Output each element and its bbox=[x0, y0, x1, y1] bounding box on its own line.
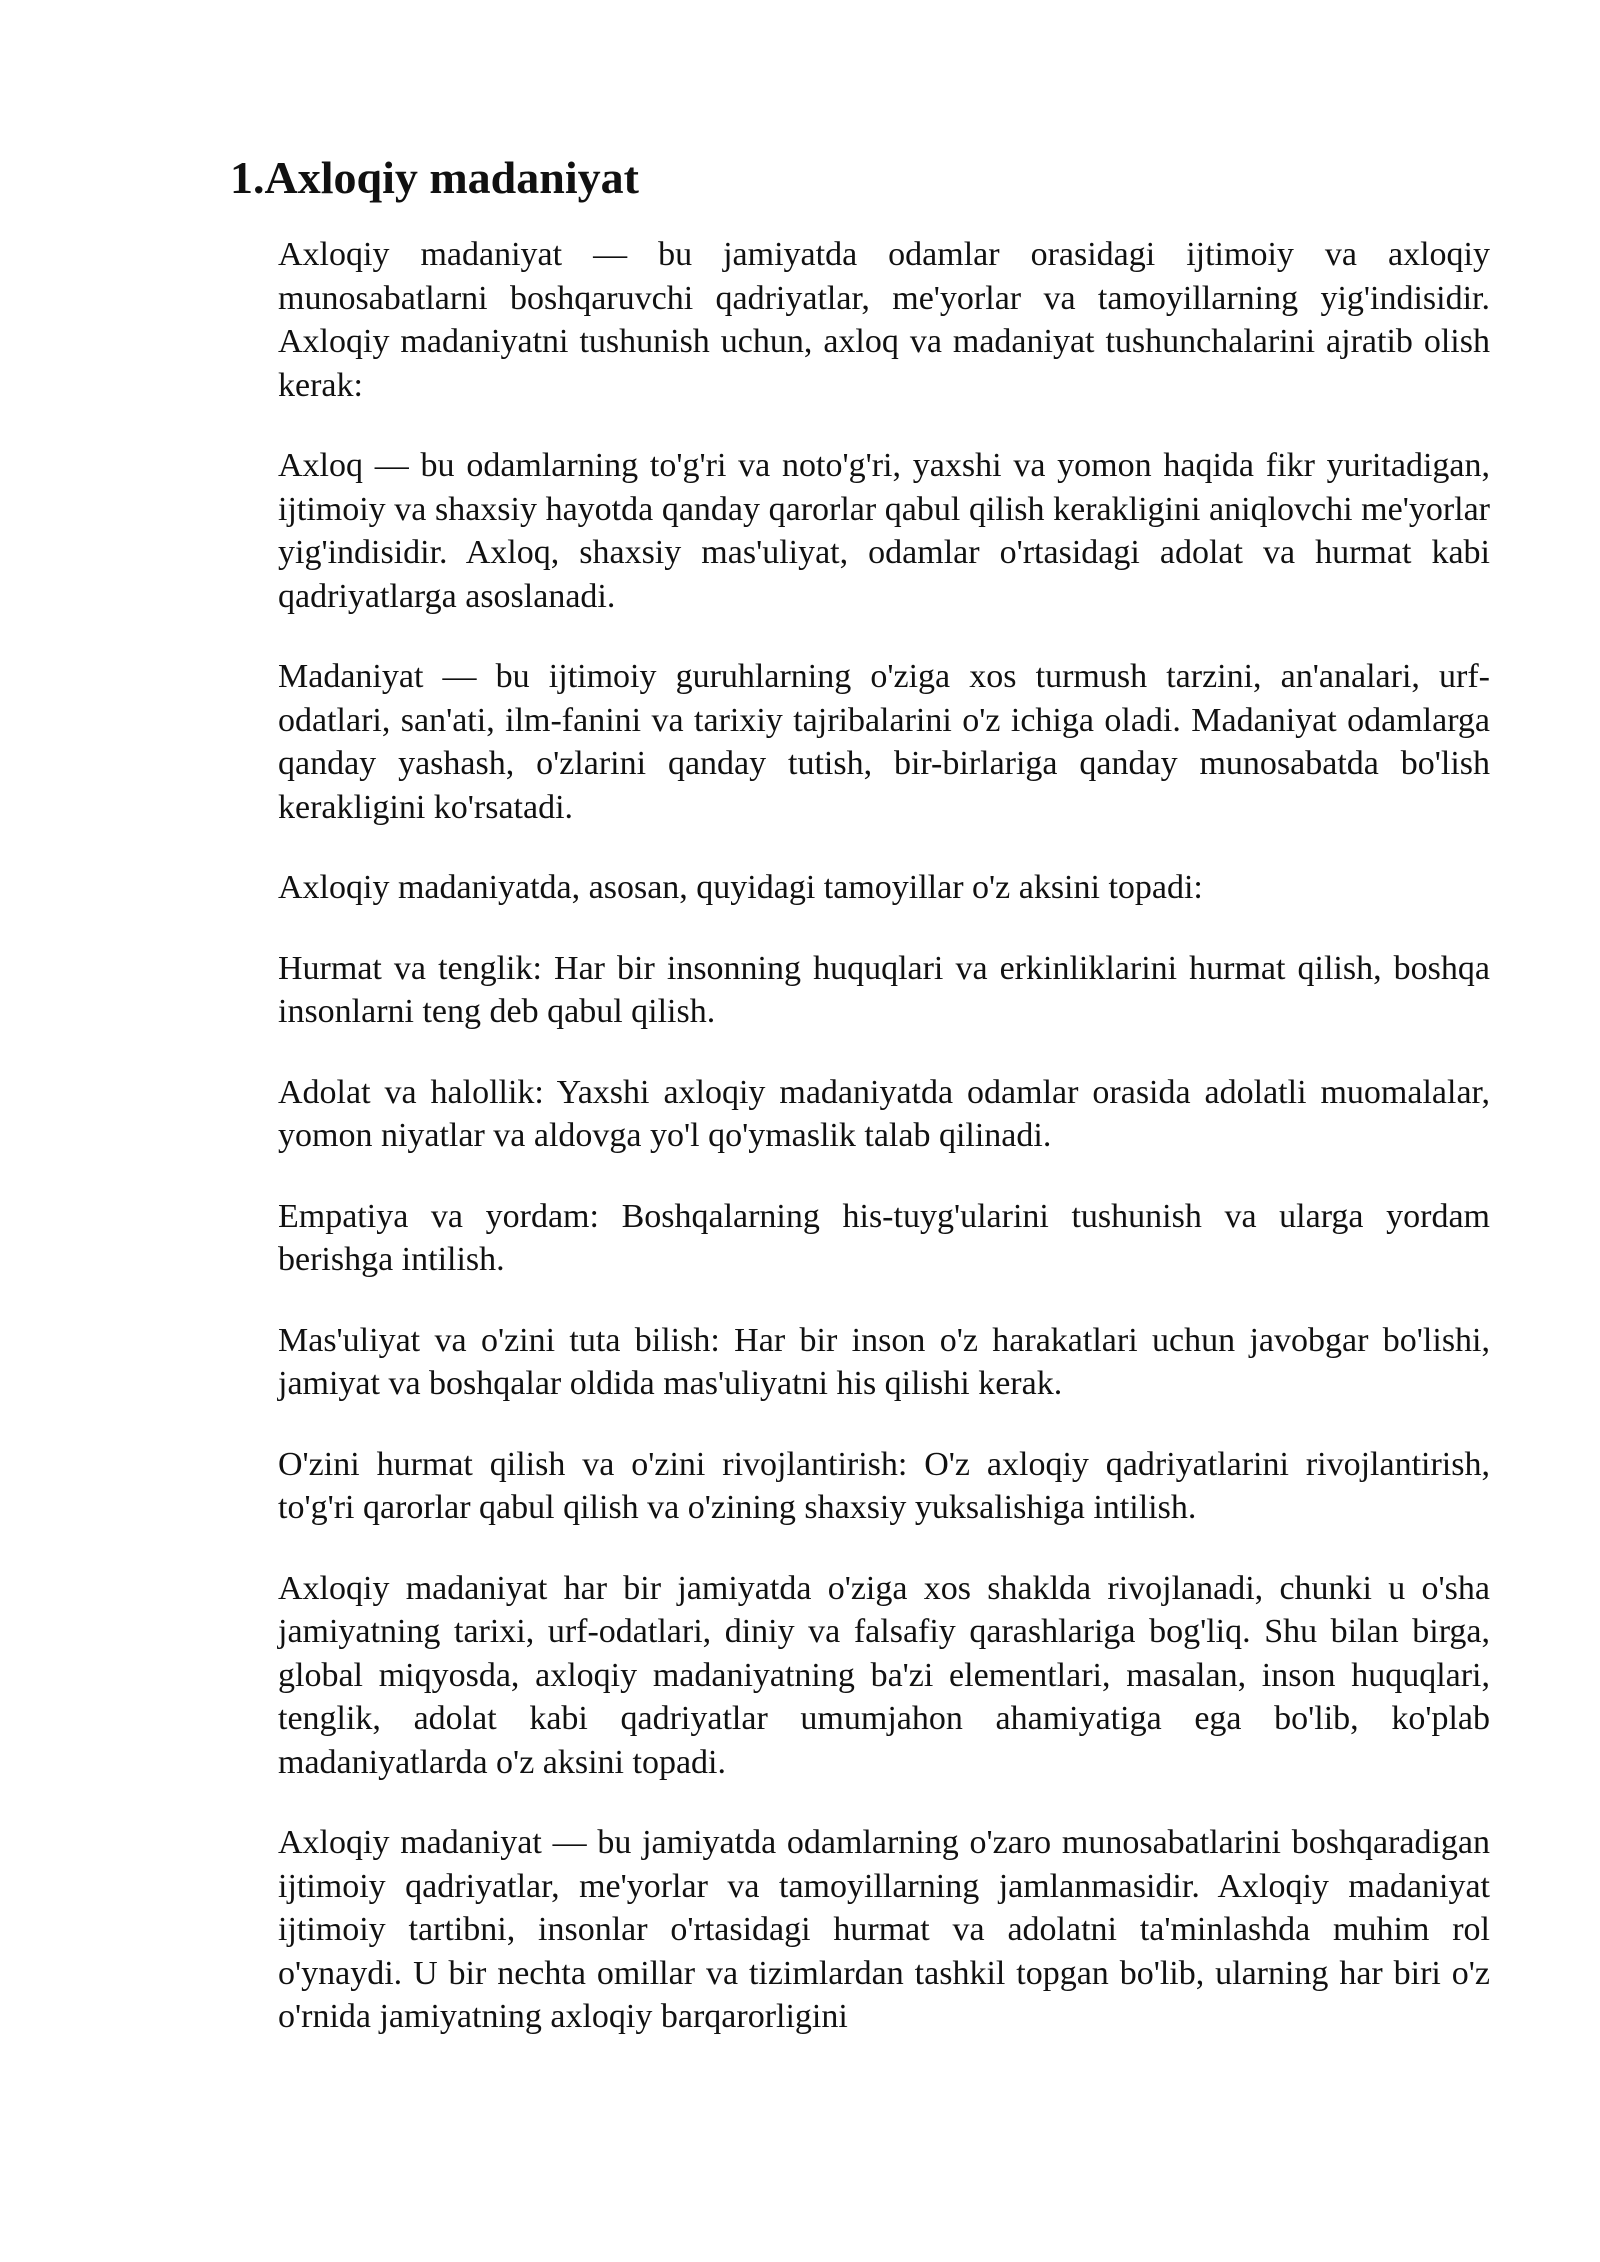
paragraph: Adolat va halollik: Yaxshi axloqiy madaniyatda odamlar orasida adolatli muomalalar, yomon niyatlar va aldovga yo'l qo'ymaslik talab qilinadi. bbox=[278, 1073, 1490, 1155]
paragraph: O'zini hurmat qilish va o'zini rivojlantirish: O'z axloqiy qadriyatlarini rivojlantirish, to'g'ri qarorlar qabul qilish va o'zining shaxsiy yuksalishiga intilish. bbox=[278, 1445, 1490, 1527]
paragraph: Empatiya va yordam: Boshqalarning his-tuyg'ularini tushunish va ularga yordam berishga intilish. bbox=[278, 1197, 1490, 1279]
paragraph: Axloqiy madaniyat — bu jamiyatda odamlar orasidagi ijtimoiy va axloqiy munosabatlarni boshqaruvchi qadriyatlar, me'yorlar va tamoyillarning yig'indisidir. Axloqiy madaniyatni tushunish uchun, axloq va madaniyat tushunchalarini ajratib olish kerak: bbox=[278, 236, 1490, 404]
document-body bbox=[278, 233, 1490, 2039]
paragraph: Axloqiy madaniyatda, asosan, quyidagi tamoyillar o'z aksini topadi: bbox=[278, 869, 1203, 907]
paragraph: Hurmat va tenglik: Har bir insonning huquqlari va erkinliklarini hurmat qilish, boshqa insonlarni teng deb qabul qilish. bbox=[278, 949, 1490, 1031]
paragraph: Mas'uliyat va o'zini tuta bilish: Har bir inson o'z harakatlari uchun javobgar bo'lishi, jamiyat va boshqalar oldida mas'uliyatni his qilishi kerak. bbox=[278, 1321, 1490, 1403]
paragraph: Axloqiy madaniyat — bu jamiyatda odamlarning o'zaro munosabatlarini boshqaradigan ijtimoiy qadriyatlar, me'yorlar va tamoyillarning jamlanmasidir. Axloqiy madaniyat ijtimoiy tartibni, insonlar o'rtasidagi hurmat va adolatni ta'minlashda muhim rol o'ynaydi. U bir nechta omillar va tizimlardan tashkil topgan bo'lib, ularning har biri o'z o'rnida jamiyatning axloqiy barqarorligini bbox=[278, 1824, 1490, 2036]
document-title: 1.Axloqiy madaniyat bbox=[230, 152, 639, 203]
paragraph: Axloqiy madaniyat har bir jamiyatda o'ziga xos shaklda rivojlanadi, chunki u o'sha jamiyatning tarixi, urf-odatlari, diniy va falsafiy qarashlariga bog'liq. Shu bilan birga, global miqyosda, axloqiy madaniyatning ba'zi elementlari, masalan, inson huquqlari, tenglik, adolat kabi qadriyatlar umumjahon ahamiyatiga ega bo'lib, ko'plab madaniyatlarda o'z aksini topadi. bbox=[278, 1569, 1490, 1781]
paragraph: Madaniyat — bu ijtimoiy guruhlarning o'ziga xos turmush tarzini, an'analari, urf-odatlari, san'ati, ilm-fanini va tarixiy tajribalarini o'z ichiga oladi. Madaniyat odamlarga qanday yashash, o'zlarini qanday tutish, bir-birlariga qanday munosabatda bo'lish kerakligini ko'rsatadi. bbox=[278, 658, 1490, 826]
paragraph: Axloq — bu odamlarning to'g'ri va noto'g'ri, yaxshi va yomon haqida fikr yuritadigan, ijtimoiy va shaxsiy hayotda qanday qarorlar qabul qilish kerakligini aniqlovchi me'yorlar yig'indisidir. Axloq, shaxsiy mas'uliyat, odamlar o'rtasidagi adolat va hurmat kabi qadriyatlarga asoslanadi. bbox=[278, 447, 1490, 615]
